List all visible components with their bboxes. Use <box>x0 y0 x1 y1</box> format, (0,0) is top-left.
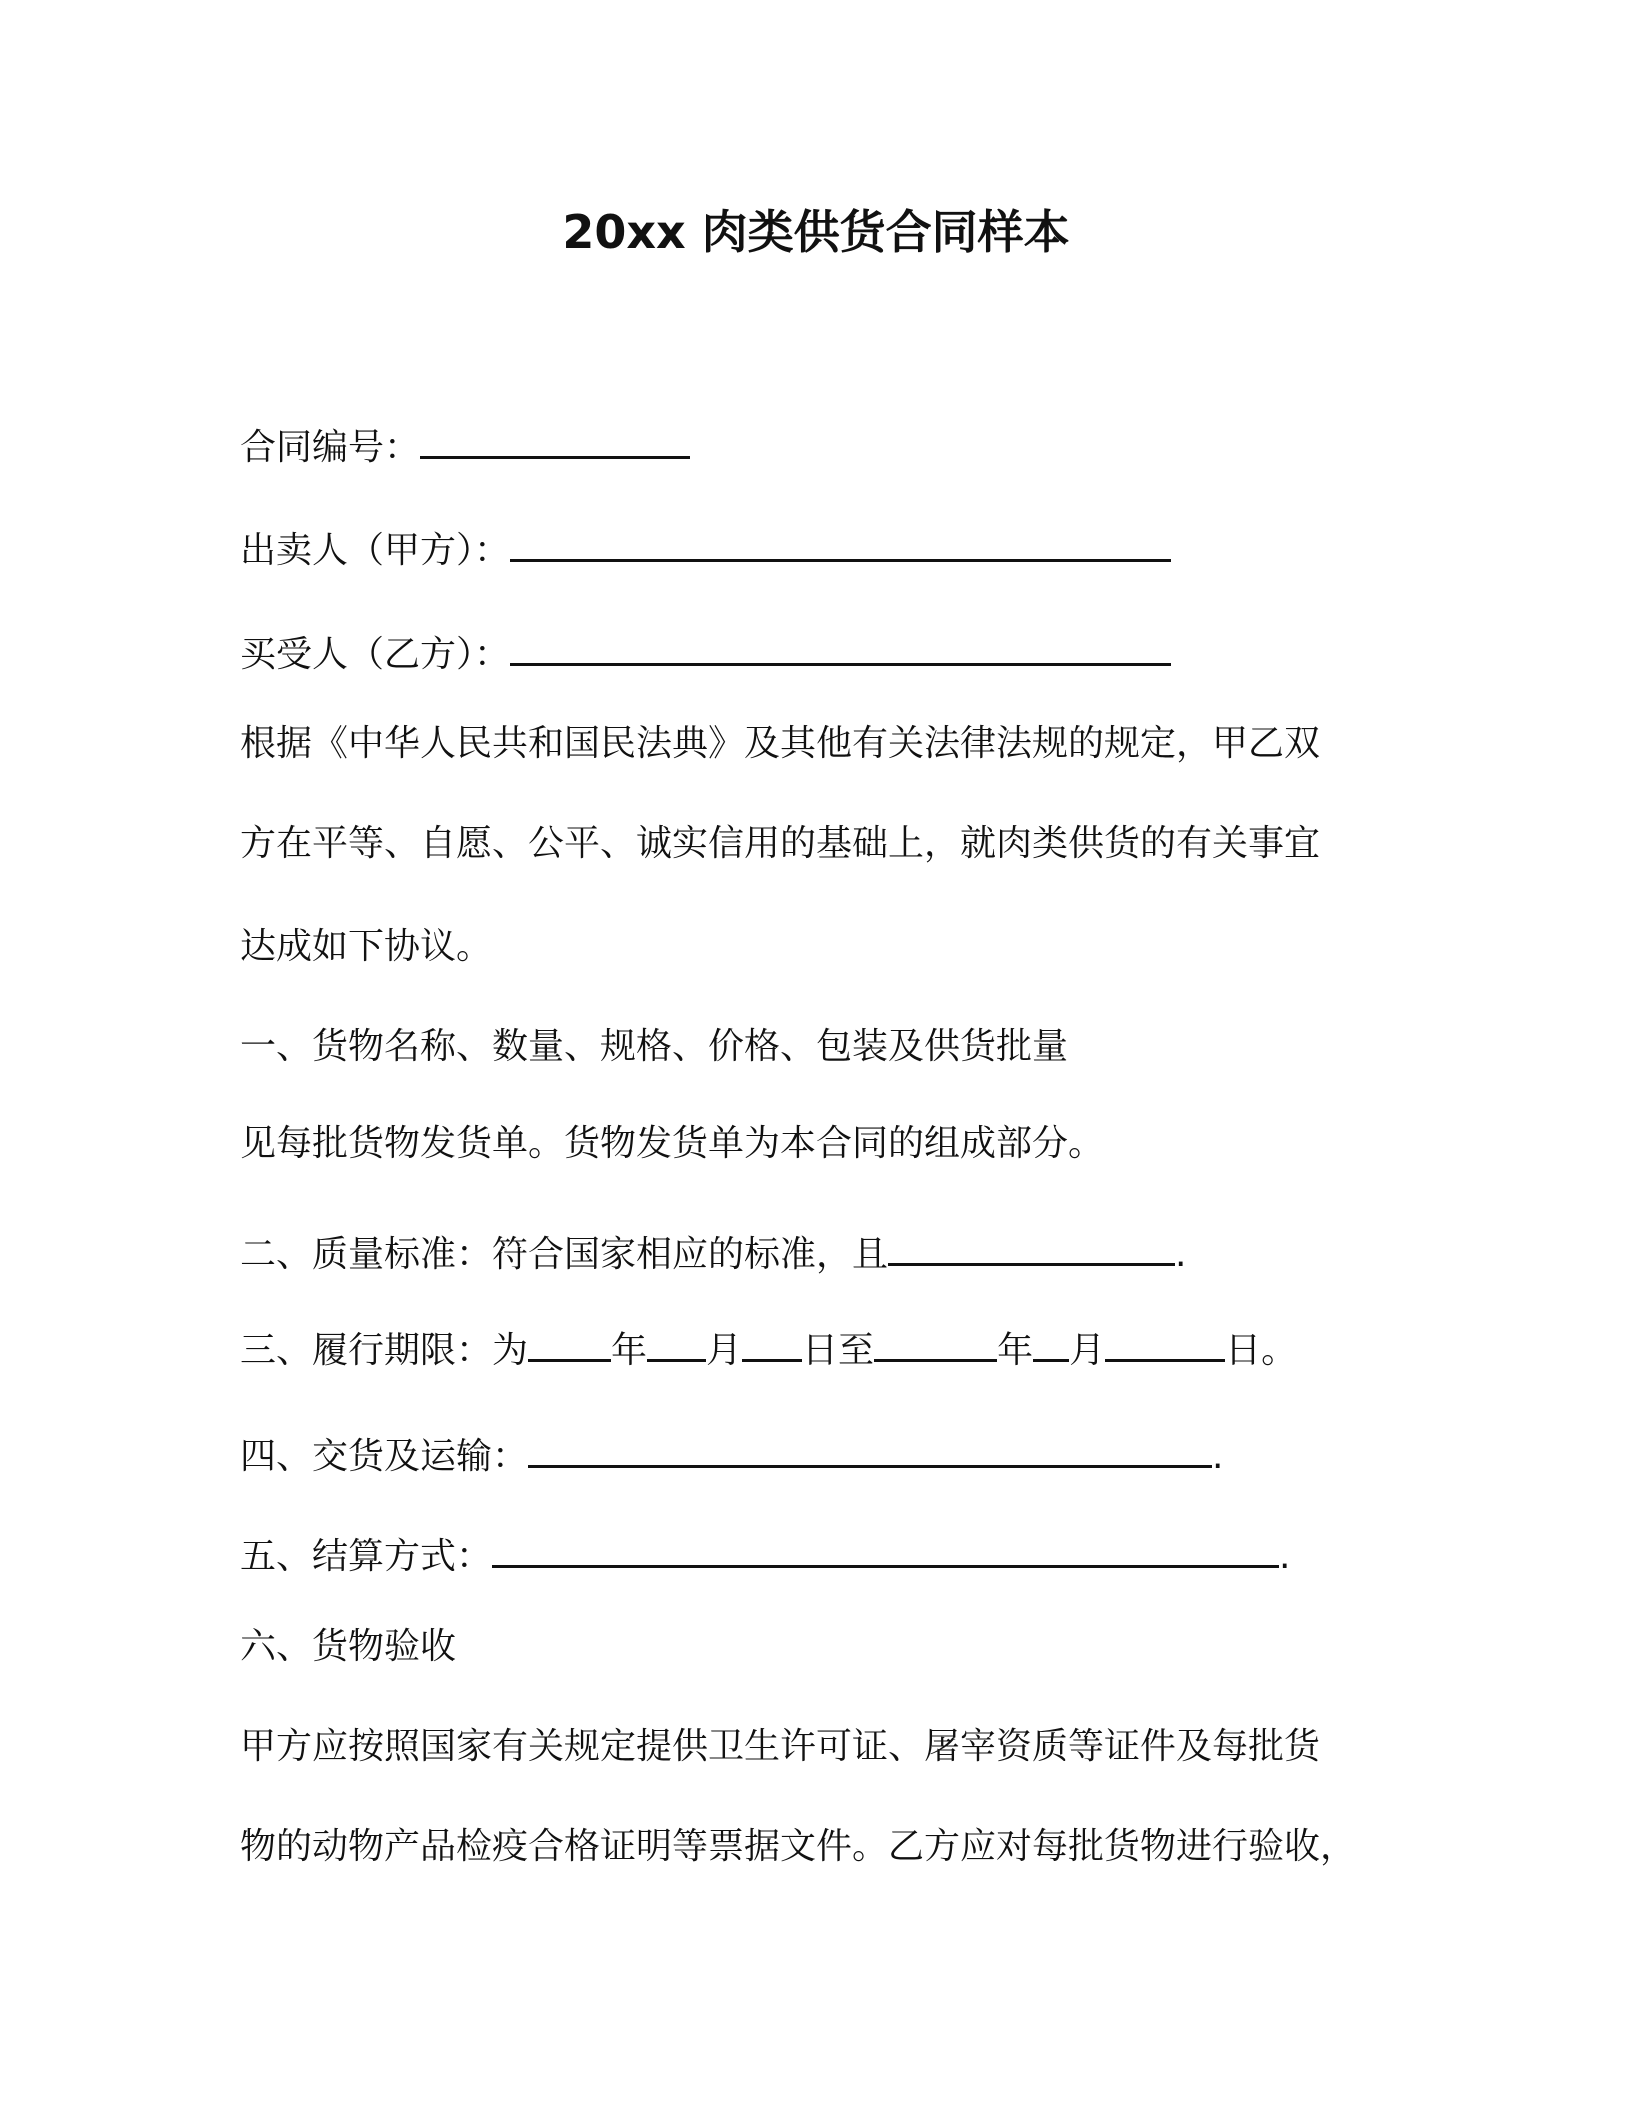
seller-line <box>240 523 1171 575</box>
section2-label: 二、质量标准：符合国家相应的标准，且 <box>240 1234 889 1275</box>
day-end-label: 日。 <box>1225 1330 1298 1371</box>
buyer-blank <box>510 627 1171 666</box>
section1-body: 见每批货物发货单。货物发货单为本合同的组成部分。 <box>240 1123 1105 1164</box>
buyer-label: 买受人（乙方）： <box>240 634 511 675</box>
settlement-blank <box>492 1529 1279 1568</box>
section5-end: . <box>1279 1536 1291 1577</box>
start-year-blank <box>528 1323 611 1362</box>
section4-line <box>240 1429 1223 1481</box>
section2-line <box>240 1227 1186 1279</box>
year-label: 年 <box>611 1330 648 1371</box>
end-year-blank <box>874 1323 997 1362</box>
seller-blank <box>510 523 1171 562</box>
seller-label: 出卖人（甲方）： <box>240 530 511 571</box>
document-title: 20xx 肉类供货合同样本 <box>562 205 1070 259</box>
buyer-line <box>240 627 1171 679</box>
section4-end: . <box>1212 1436 1224 1477</box>
section5-label: 五、结算方式： <box>240 1536 493 1577</box>
section6-body: 物的动物产品检疫合格证明等票据文件。乙方应对每批货物进行验收， <box>240 1826 1357 1867</box>
section1-heading: 一、货物名称、数量、规格、价格、包装及供货批量 <box>240 1026 1069 1067</box>
month-label: 月 <box>706 1330 743 1371</box>
contract-number-blank <box>420 420 690 459</box>
section5-line <box>240 1529 1290 1581</box>
section6-body: 甲方应按照国家有关规定提供卫生许可证、屠宰资质等证件及每批货 <box>240 1726 1321 1767</box>
intro-line: 根据《中华人民共和国民法典》及其他有关法律法规的规定，甲乙双 <box>240 723 1321 764</box>
quality-blank <box>888 1227 1175 1266</box>
start-month-blank <box>647 1323 706 1362</box>
end-day-blank <box>1105 1323 1225 1362</box>
intro-line: 方在平等、自愿、公平、诚实信用的基础上，就肉类供货的有关事宜 <box>240 823 1321 864</box>
start-day-blank <box>742 1323 802 1362</box>
end-month-blank <box>1033 1323 1069 1362</box>
contract-number-line <box>240 420 690 472</box>
section3-label: 三、履行期限：为 <box>240 1330 529 1371</box>
section2-end: . <box>1175 1234 1187 1275</box>
section3-line <box>240 1323 1297 1375</box>
intro-line: 达成如下协议。 <box>240 926 493 967</box>
contract-number-label: 合同编号： <box>240 427 421 468</box>
year-label: 年 <box>997 1330 1034 1371</box>
day-to-label: 日至 <box>802 1330 875 1371</box>
section6-heading: 六、货物验收 <box>240 1626 457 1667</box>
delivery-blank <box>528 1429 1212 1468</box>
month-label: 月 <box>1069 1330 1106 1371</box>
section4-label: 四、交货及运输： <box>240 1436 529 1477</box>
